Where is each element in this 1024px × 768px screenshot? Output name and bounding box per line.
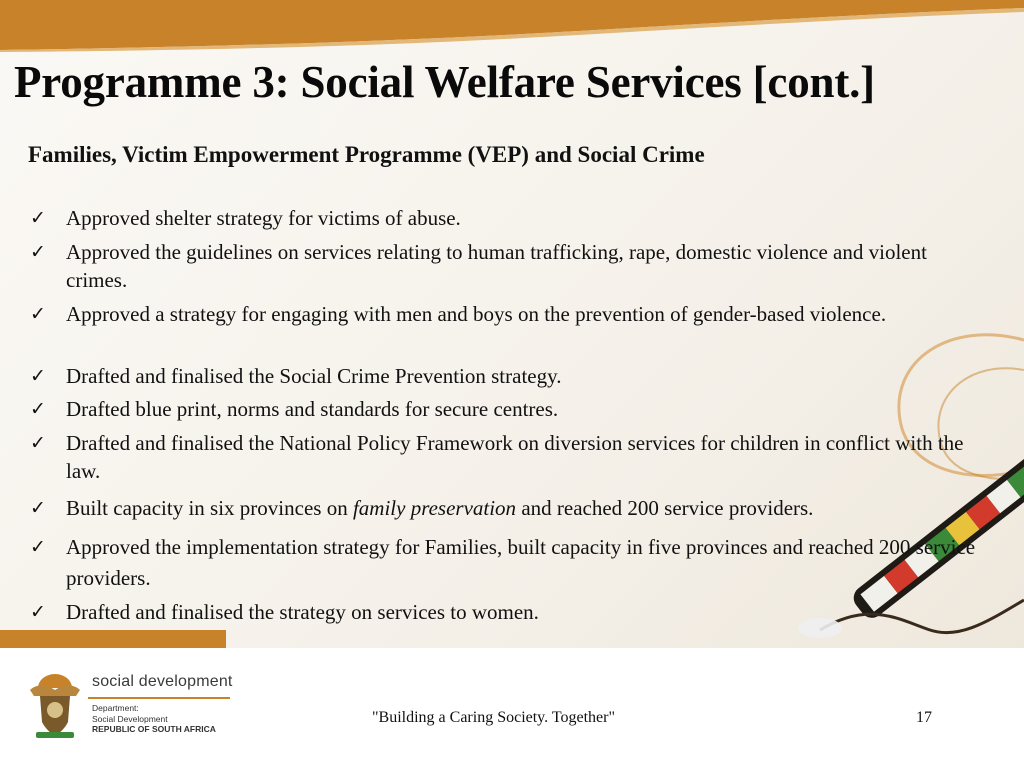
check-mark-icon: ✓ (30, 303, 46, 325)
brand-name: social development (92, 673, 233, 690)
bottom-accent-bar (0, 630, 226, 648)
bullet-item (30, 362, 990, 390)
check-mark-icon: ✓ (30, 207, 46, 229)
check-mark-icon: ✓ (30, 365, 46, 387)
department-name: Social Development (92, 713, 168, 724)
check-mark-icon: ✓ (30, 601, 46, 623)
bullet-text: Drafted and finalised the National Policy Framework on diversion services for children in conflict with the law. (66, 431, 964, 483)
bullet-text: Approved the guidelines on services relating to human trafficking, rape, domestic violence and violent crimes. (66, 240, 927, 292)
bullet-item (30, 598, 990, 626)
check-mark-icon: ✓ (30, 398, 46, 420)
bullet-text-end: and reached 200 service providers. (516, 496, 814, 520)
check-mark-icon: ✓ (30, 497, 46, 519)
bullet-item (30, 429, 990, 485)
bullet-item (30, 494, 990, 522)
bullet-item (30, 532, 990, 594)
bullet-emphasis: family preservation (352, 496, 517, 520)
bullet-text-start: Built capacity in six provinces on (66, 496, 353, 520)
department-label: Department: (92, 703, 139, 713)
page-number: 17 (916, 709, 932, 726)
bullet-item (30, 300, 990, 328)
top-decorative-band (0, 0, 1024, 52)
department-block (92, 703, 216, 735)
bullet-text: Approved shelter strategy for victims of abuse. (66, 206, 461, 230)
slide-title: Programme 3: Social Welfare Services [cont.] (14, 57, 875, 107)
bullet-text: Approved the implementation strategy for Families, built capacity in five provinces and reached 200 service providers. (66, 535, 976, 590)
footer-tagline: "Building a Caring Society. Together" (372, 709, 616, 726)
bullet-item (30, 204, 990, 232)
bullet-text: Approved a strategy for engaging with men and boys on the prevention of gender-based violence. (66, 302, 887, 326)
bullet-text: Drafted and finalised the Social Crime Prevention strategy. (66, 364, 562, 388)
check-mark-icon: ✓ (30, 241, 46, 263)
bullet-text: Drafted and finalised the strategy on services to women. (66, 600, 539, 624)
check-mark-icon: ✓ (30, 536, 46, 558)
check-mark-icon: ✓ (30, 432, 46, 454)
brand-divider (88, 697, 230, 699)
bullet-item (30, 238, 990, 294)
bullet-text: Drafted blue print, norms and standards for secure centres. (66, 397, 559, 421)
coat-of-arms-logo (26, 670, 84, 742)
bullet-item (30, 395, 990, 423)
country-name: REPUBLIC OF SOUTH AFRICA (92, 724, 216, 734)
slide-subtitle: Families, Victim Empowerment Programme (VEP) and Social Crime (28, 142, 705, 167)
